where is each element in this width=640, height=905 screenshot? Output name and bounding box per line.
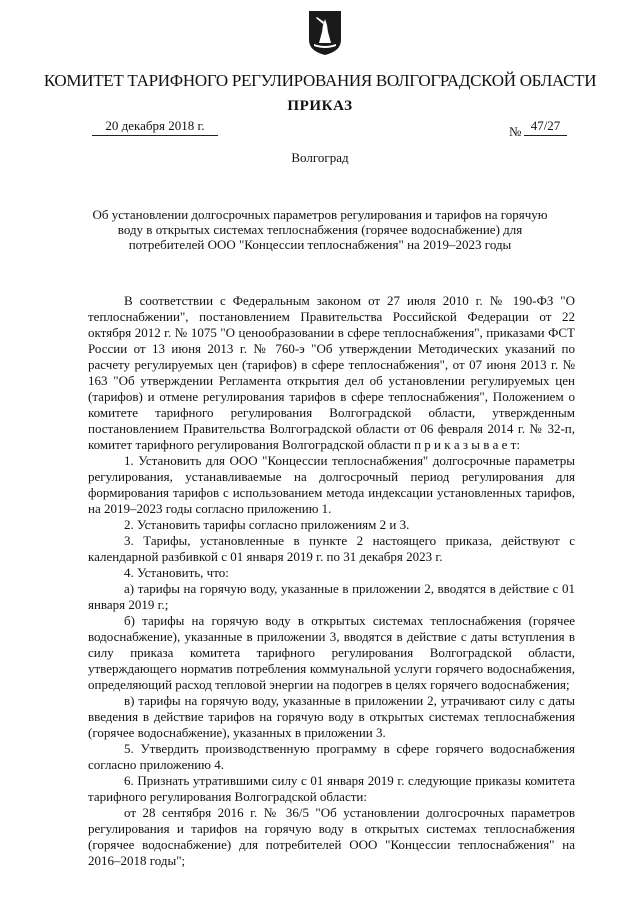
- body-paragraph: 4. Установить, что:: [124, 565, 229, 580]
- city-name: Волгоград: [291, 150, 349, 165]
- body-paragraph: 1. Установить для ООО "Концессии теплоснабжения" долгосрочные параметры регулирования, устанавливаемые на долгосрочный период регулирования для формирования тарифов с использованием метода индексации установленных тарифов, на 2019–2023 годы согласно приложению 1.: [88, 453, 575, 516]
- body-paragraph: 6. Признать утратившими силу с 01 января 2019 г. следующие приказы комитета тарифного регулирования Волгоградской области:: [88, 773, 575, 804]
- body-paragraph: от 28 сентября 2016 г. № 36/5 "Об установлении долгосрочных параметров регулирования и тарифов на горячую воду в открытых системах теплоснабжения (горячее водоснабжение) для потребителей ООО "Концессии теплоснабжения" на 2016–2018 годы";: [88, 805, 575, 868]
- body-paragraph: 5. Утвердить производственную программу в сфере горячего водоснабжения согласно приложению 4.: [88, 741, 575, 772]
- organization-name: КОМИТЕТ ТАРИФНОГО РЕГУЛИРОВАНИЯ ВОЛГОГРАДСКОЙ ОБЛАСТИ: [43, 71, 597, 90]
- document-type: ПРИКАЗ: [287, 98, 353, 114]
- volgograd-coat-of-arms-icon: [308, 10, 342, 56]
- document-date: 20 декабря 2018 г.: [92, 118, 218, 136]
- number-label: №: [509, 124, 522, 139]
- body-paragraph: а) тарифы на горячую воду, указанные в приложении 2, вводятся в действие с 01 января 2019 г.;: [88, 581, 575, 612]
- body-paragraph: в) тарифы на горячую воду, указанные в приложении 2, утрачивают силу с даты введения в действие тарифов на горячую воду в открытых системах теплоснабжения (горячее водоснабжение), указанных в приложении 3.: [88, 693, 575, 740]
- body-paragraph: В соответствии с Федеральным законом от 27 июля 2010 г. № 190-ФЗ "О теплоснабжении", постановлением Правительства Российской Федерации от 22 октября 2012 г. № 1075 "О ценообразовании в сфере теплоснабжения", приказами ФСТ России от 13 июня 2013 г. № 760-э "Об утверждении Методических указаний по расчету регулируемых цен (тарифов) в сфере теплоснабжения", от 07 июня 2013 г. № 163 "Об утверждении Регламента открытия дел об установлении регулируемых цен (тарифов) и отмене регулирования тарифов в сфере теплоснабжения", Положением о комитете тарифного регулирования Волгоградской области, утвержденным постановлением Правительства Волгоградской области от 06 февраля 2014 г. № 32-п, комитет тарифного регулирования Волгоградской области п р и к а з ы в а е т:: [88, 293, 575, 452]
- body-paragraph: б) тарифы на горячую воду в открытых системах теплоснабжения (горячее водоснабжение), указанные в приложении 3, вводятся в действие с даты вступления в силу приказа комитета тарифного регулирования Волгоградской области, утверждающего норматив потребления коммунальной услуги горячего водоснабжения, определяющий расход тепловой энергии на подогрев в целях горячего водоснабжения;: [88, 613, 575, 692]
- document-body: [88, 293, 575, 869]
- body-paragraph: 2. Установить тарифы согласно приложениям 2 и 3.: [124, 517, 410, 532]
- document-subject: Об установлении долгосрочных параметров регулирования и тарифов на горячую воду в открытых системах теплоснабжения (горячее водоснабжение) для потребителей ООО "Концессии теплоснабжения" на 2019–2023 годы: [92, 207, 548, 252]
- document-number: 47/27: [524, 118, 567, 136]
- body-paragraph: 3. Тарифы, установленные в пункте 2 настоящего приказа, действуют с календарной разбивкой с 01 января 2019 г. по 31 декабря 2023 г.: [88, 533, 575, 564]
